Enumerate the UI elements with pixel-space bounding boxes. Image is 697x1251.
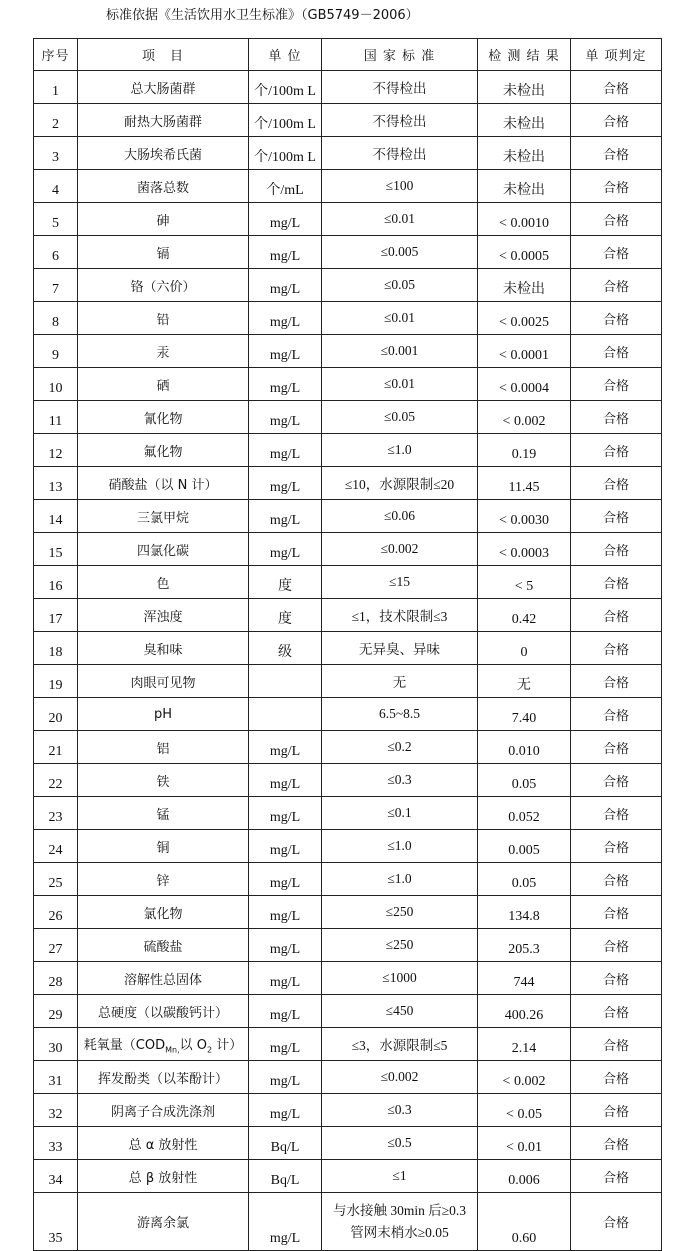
table-row (34, 269, 662, 302)
header-standard: 国 家 标 准 (322, 39, 478, 71)
cell-unit: 个/mL (249, 170, 322, 203)
cell-standard: ≤0.01 (322, 203, 478, 236)
cell-unit: Bq/L (249, 1160, 322, 1193)
cell-no: 4 (34, 170, 78, 203)
cell-no: 16 (34, 566, 78, 599)
cell-standard: 无异臭、异味 (322, 632, 478, 665)
table-row (34, 764, 662, 797)
cell-unit: 个/100m L (249, 137, 322, 170)
cell-verdict: 合格 (571, 698, 662, 731)
cell-item: 铜 (78, 830, 249, 863)
cell-standard: ≤0.2 (322, 731, 478, 764)
cell-verdict: 合格 (571, 1160, 662, 1193)
cell-standard: ≤0.01 (322, 302, 478, 335)
cell-unit: mg/L (249, 962, 322, 995)
item-subscript: 2 (206, 1045, 213, 1055)
table-row (34, 632, 662, 665)
cell-standard: ≤3，水源限制≤5 (322, 1028, 478, 1061)
cell-verdict: 合格 (571, 236, 662, 269)
cell-no: 12 (34, 434, 78, 467)
cell-result: 205.3 (478, 929, 571, 962)
cell-item: 铬（六价） (78, 269, 249, 302)
cell-unit: mg/L (249, 1193, 322, 1251)
cell-item: 总大肠菌群 (78, 71, 249, 104)
cell-standard: ≤0.06 (322, 500, 478, 533)
cell-verdict: 合格 (571, 995, 662, 1028)
cell-standard: ≤0.3 (322, 1094, 478, 1127)
cell-item (78, 1028, 249, 1061)
table-row (34, 1127, 662, 1160)
cell-no: 21 (34, 731, 78, 764)
cell-unit: mg/L (249, 764, 322, 797)
cell-no: 11 (34, 401, 78, 434)
cell-result: 400.26 (478, 995, 571, 1028)
cell-standard: ≤0.002 (322, 1061, 478, 1094)
cell-no: 9 (34, 335, 78, 368)
cell-verdict: 合格 (571, 434, 662, 467)
cell-no: 13 (34, 467, 78, 500)
cell-verdict: 合格 (571, 500, 662, 533)
item-text: 计） (212, 1037, 243, 1053)
cell-standard: ≤1.0 (322, 863, 478, 896)
cell-no: 31 (34, 1061, 78, 1094)
cell-standard: ≤0.05 (322, 401, 478, 434)
cell-standard: 无 (322, 665, 478, 698)
cell-no: 3 (34, 137, 78, 170)
cell-result: 11.45 (478, 467, 571, 500)
cell-verdict: 合格 (571, 104, 662, 137)
cell-item: 硝酸盐（以 N 计） (78, 467, 249, 500)
table-row (34, 335, 662, 368)
cell-verdict: 合格 (571, 1094, 662, 1127)
cell-item: 氰化物 (78, 401, 249, 434)
cell-unit: 级 (249, 632, 322, 665)
cell-item: pH (78, 698, 249, 731)
cell-standard: ≤10，水源限制≤20 (322, 467, 478, 500)
cell-no: 26 (34, 896, 78, 929)
cell-unit: mg/L (249, 1028, 322, 1061)
cell-verdict: 合格 (571, 764, 662, 797)
cell-unit: mg/L (249, 995, 322, 1028)
cell-unit: mg/L (249, 863, 322, 896)
item-text: 以 O (179, 1037, 207, 1053)
cell-result: < 5 (478, 566, 571, 599)
cell-no: 15 (34, 533, 78, 566)
cell-no: 18 (34, 632, 78, 665)
cell-item: 硫酸盐 (78, 929, 249, 962)
cell-result: < 0.0003 (478, 533, 571, 566)
cell-standard: ≤1 (322, 1160, 478, 1193)
cell-result: < 0.0004 (478, 368, 571, 401)
cell-result: 未检出 (478, 170, 571, 203)
cell-standard: ≤1000 (322, 962, 478, 995)
cell-unit: mg/L (249, 929, 322, 962)
cell-result: < 0.05 (478, 1094, 571, 1127)
cell-item: 耐热大肠菌群 (78, 104, 249, 137)
table-caption: 标准依据《生活饮用水卫生标准》（GB5749－2006） (106, 8, 419, 23)
cell-result: < 0.002 (478, 401, 571, 434)
cell-item: 溶解性总固体 (78, 962, 249, 995)
cell-no: 19 (34, 665, 78, 698)
cell-result: < 0.0030 (478, 500, 571, 533)
cell-item: 大肠埃希氏菌 (78, 137, 249, 170)
cell-standard: ≤1，技术限制≤3 (322, 599, 478, 632)
cell-standard: ≤0.002 (322, 533, 478, 566)
cell-unit: mg/L (249, 830, 322, 863)
cell-standard: ≤0.05 (322, 269, 478, 302)
cell-unit: mg/L (249, 467, 322, 500)
cell-unit: mg/L (249, 269, 322, 302)
cell-item: 硒 (78, 368, 249, 401)
cell-verdict: 合格 (571, 368, 662, 401)
cell-unit: mg/L (249, 335, 322, 368)
table-row (34, 368, 662, 401)
cell-item: 锰 (78, 797, 249, 830)
cell-no: 5 (34, 203, 78, 236)
cell-result: 0.010 (478, 731, 571, 764)
cell-unit: 度 (249, 566, 322, 599)
cell-standard: ≤0.3 (322, 764, 478, 797)
cell-unit (249, 665, 322, 698)
cell-result: < 0.0025 (478, 302, 571, 335)
cell-verdict: 合格 (571, 632, 662, 665)
cell-standard: ≤450 (322, 995, 478, 1028)
cell-verdict: 合格 (571, 269, 662, 302)
cell-result: 无 (478, 665, 571, 698)
cell-no: 35 (34, 1193, 78, 1251)
cell-verdict: 合格 (571, 863, 662, 896)
cell-standard: ≤0.005 (322, 236, 478, 269)
cell-verdict: 合格 (571, 962, 662, 995)
table-row (34, 203, 662, 236)
cell-unit: 度 (249, 599, 322, 632)
cell-item: 铁 (78, 764, 249, 797)
cell-no: 22 (34, 764, 78, 797)
header-unit: 单 位 (249, 39, 322, 71)
cell-no: 20 (34, 698, 78, 731)
cell-standard (322, 1193, 478, 1251)
cell-no: 8 (34, 302, 78, 335)
cell-verdict: 合格 (571, 302, 662, 335)
cell-item: 阴离子合成洗涤剂 (78, 1094, 249, 1127)
cell-result: 未检出 (478, 269, 571, 302)
cell-no: 10 (34, 368, 78, 401)
table-row (34, 929, 662, 962)
cell-verdict: 合格 (571, 665, 662, 698)
cell-unit: mg/L (249, 368, 322, 401)
cell-verdict: 合格 (571, 1028, 662, 1061)
cell-item: 色 (78, 566, 249, 599)
table-row (34, 896, 662, 929)
cell-item: 游离余氯 (78, 1193, 249, 1251)
cell-item: 肉眼可见物 (78, 665, 249, 698)
cell-unit: mg/L (249, 533, 322, 566)
cell-item: 汞 (78, 335, 249, 368)
cell-verdict: 合格 (571, 599, 662, 632)
cell-unit: mg/L (249, 500, 322, 533)
cell-result: 0.42 (478, 599, 571, 632)
cell-verdict: 合格 (571, 797, 662, 830)
cell-verdict: 合格 (571, 1127, 662, 1160)
cell-verdict: 合格 (571, 335, 662, 368)
table-row (34, 995, 662, 1028)
cell-result: < 0.0010 (478, 203, 571, 236)
cell-unit: 个/100m L (249, 71, 322, 104)
cell-verdict: 合格 (571, 467, 662, 500)
cell-result: 7.40 (478, 698, 571, 731)
cell-item: 氟化物 (78, 434, 249, 467)
table-row (34, 1193, 662, 1251)
cell-verdict: 合格 (571, 203, 662, 236)
cell-standard: ≤0.5 (322, 1127, 478, 1160)
cell-verdict: 合格 (571, 830, 662, 863)
cell-result: 未检出 (478, 71, 571, 104)
cell-no: 7 (34, 269, 78, 302)
table-row (34, 467, 662, 500)
cell-item: 氯化物 (78, 896, 249, 929)
cell-standard: ≤0.1 (322, 797, 478, 830)
cell-no: 33 (34, 1127, 78, 1160)
cell-unit: mg/L (249, 401, 322, 434)
cell-item: 挥发酚类（以苯酚计） (78, 1061, 249, 1094)
table-row (34, 566, 662, 599)
table-row (34, 1094, 662, 1127)
header-row (34, 39, 662, 71)
table-row (34, 731, 662, 764)
cell-item: 锌 (78, 863, 249, 896)
cell-no: 27 (34, 929, 78, 962)
cell-no: 17 (34, 599, 78, 632)
table-row (34, 302, 662, 335)
cell-unit: 个/100m L (249, 104, 322, 137)
cell-unit (249, 698, 322, 731)
item-subscript: Mn, (165, 1045, 180, 1055)
cell-unit: Bq/L (249, 1127, 322, 1160)
cell-result: < 0.0005 (478, 236, 571, 269)
cell-standard: 不得检出 (322, 137, 478, 170)
cell-no: 32 (34, 1094, 78, 1127)
cell-result: 0.006 (478, 1160, 571, 1193)
header-item: 项 目 (78, 39, 249, 71)
cell-unit: mg/L (249, 797, 322, 830)
cell-verdict: 合格 (571, 71, 662, 104)
table-row (34, 962, 662, 995)
cell-item: 菌落总数 (78, 170, 249, 203)
cell-result: < 0.0001 (478, 335, 571, 368)
cell-verdict: 合格 (571, 929, 662, 962)
cell-result: 744 (478, 962, 571, 995)
header-no: 序号 (34, 39, 78, 71)
cell-unit: mg/L (249, 1094, 322, 1127)
table-row (34, 401, 662, 434)
cell-standard: ≤1.0 (322, 830, 478, 863)
cell-item: 总 α 放射性 (78, 1127, 249, 1160)
table-row (34, 137, 662, 170)
cell-standard: ≤1.0 (322, 434, 478, 467)
cell-verdict: 合格 (571, 1193, 662, 1251)
cell-verdict: 合格 (571, 137, 662, 170)
cell-item: 砷 (78, 203, 249, 236)
cell-result: 2.14 (478, 1028, 571, 1061)
cell-item: 总 β 放射性 (78, 1160, 249, 1193)
cell-no: 29 (34, 995, 78, 1028)
water-quality-table (33, 38, 662, 1251)
cell-item: 三氯甲烷 (78, 500, 249, 533)
standard-line: 与水接触 30min 后≥0.3 (332, 1202, 467, 1218)
cell-item: 总硬度（以碳酸钙计） (78, 995, 249, 1028)
cell-standard: ≤250 (322, 929, 478, 962)
table-row (34, 1028, 662, 1061)
cell-unit: mg/L (249, 731, 322, 764)
cell-no: 2 (34, 104, 78, 137)
table-row (34, 830, 662, 863)
table-row (34, 599, 662, 632)
cell-no: 30 (34, 1028, 78, 1061)
header-result: 检 测 结 果 (478, 39, 571, 71)
table-row (34, 1061, 662, 1094)
table-row (34, 698, 662, 731)
cell-unit: mg/L (249, 434, 322, 467)
table-row (34, 533, 662, 566)
cell-verdict: 合格 (571, 896, 662, 929)
cell-result: 未检出 (478, 104, 571, 137)
cell-result: 134.8 (478, 896, 571, 929)
table-row (34, 236, 662, 269)
cell-result: 0.05 (478, 764, 571, 797)
cell-result: 未检出 (478, 137, 571, 170)
cell-result: 0.19 (478, 434, 571, 467)
cell-unit: mg/L (249, 302, 322, 335)
cell-standard: ≤100 (322, 170, 478, 203)
cell-standard: 不得检出 (322, 71, 478, 104)
cell-item: 镉 (78, 236, 249, 269)
cell-unit: mg/L (249, 236, 322, 269)
cell-verdict: 合格 (571, 401, 662, 434)
cell-standard: 6.5~8.5 (322, 698, 478, 731)
cell-item: 铅 (78, 302, 249, 335)
cell-item: 臭和味 (78, 632, 249, 665)
table-row (34, 170, 662, 203)
cell-no: 34 (34, 1160, 78, 1193)
cell-unit: mg/L (249, 203, 322, 236)
cell-verdict: 合格 (571, 533, 662, 566)
cell-result: 0.05 (478, 863, 571, 896)
cell-no: 28 (34, 962, 78, 995)
header-verdict: 单 项判定 (571, 39, 662, 71)
item-text: 耗氧量（COD (83, 1037, 166, 1053)
cell-result: 0.052 (478, 797, 571, 830)
cell-standard: ≤0.001 (322, 335, 478, 368)
cell-verdict: 合格 (571, 170, 662, 203)
table-body (34, 71, 662, 1251)
cell-no: 25 (34, 863, 78, 896)
cell-no: 24 (34, 830, 78, 863)
cell-standard: ≤15 (322, 566, 478, 599)
cell-unit: mg/L (249, 896, 322, 929)
standard-line: 管网末梢水≥0.05 (350, 1224, 449, 1240)
cell-result: < 0.01 (478, 1127, 571, 1160)
table-row (34, 1160, 662, 1193)
cell-item: 四氯化碳 (78, 533, 249, 566)
table-row (34, 104, 662, 137)
cell-standard: ≤0.01 (322, 368, 478, 401)
cell-no: 23 (34, 797, 78, 830)
cell-result: < 0.002 (478, 1061, 571, 1094)
cell-no: 1 (34, 71, 78, 104)
cell-unit: mg/L (249, 1061, 322, 1094)
cell-standard: ≤250 (322, 896, 478, 929)
table-row (34, 665, 662, 698)
table-row (34, 71, 662, 104)
cell-result: 0.005 (478, 830, 571, 863)
cell-item: 浑浊度 (78, 599, 249, 632)
table-row (34, 863, 662, 896)
cell-no: 6 (34, 236, 78, 269)
table-row (34, 434, 662, 467)
cell-verdict: 合格 (571, 566, 662, 599)
table-row (34, 797, 662, 830)
cell-standard: 不得检出 (322, 104, 478, 137)
cell-item: 铝 (78, 731, 249, 764)
cell-result: 0.60 (478, 1193, 571, 1251)
cell-result: 0 (478, 632, 571, 665)
cell-no: 14 (34, 500, 78, 533)
cell-verdict: 合格 (571, 731, 662, 764)
cell-verdict: 合格 (571, 1061, 662, 1094)
table-row (34, 500, 662, 533)
